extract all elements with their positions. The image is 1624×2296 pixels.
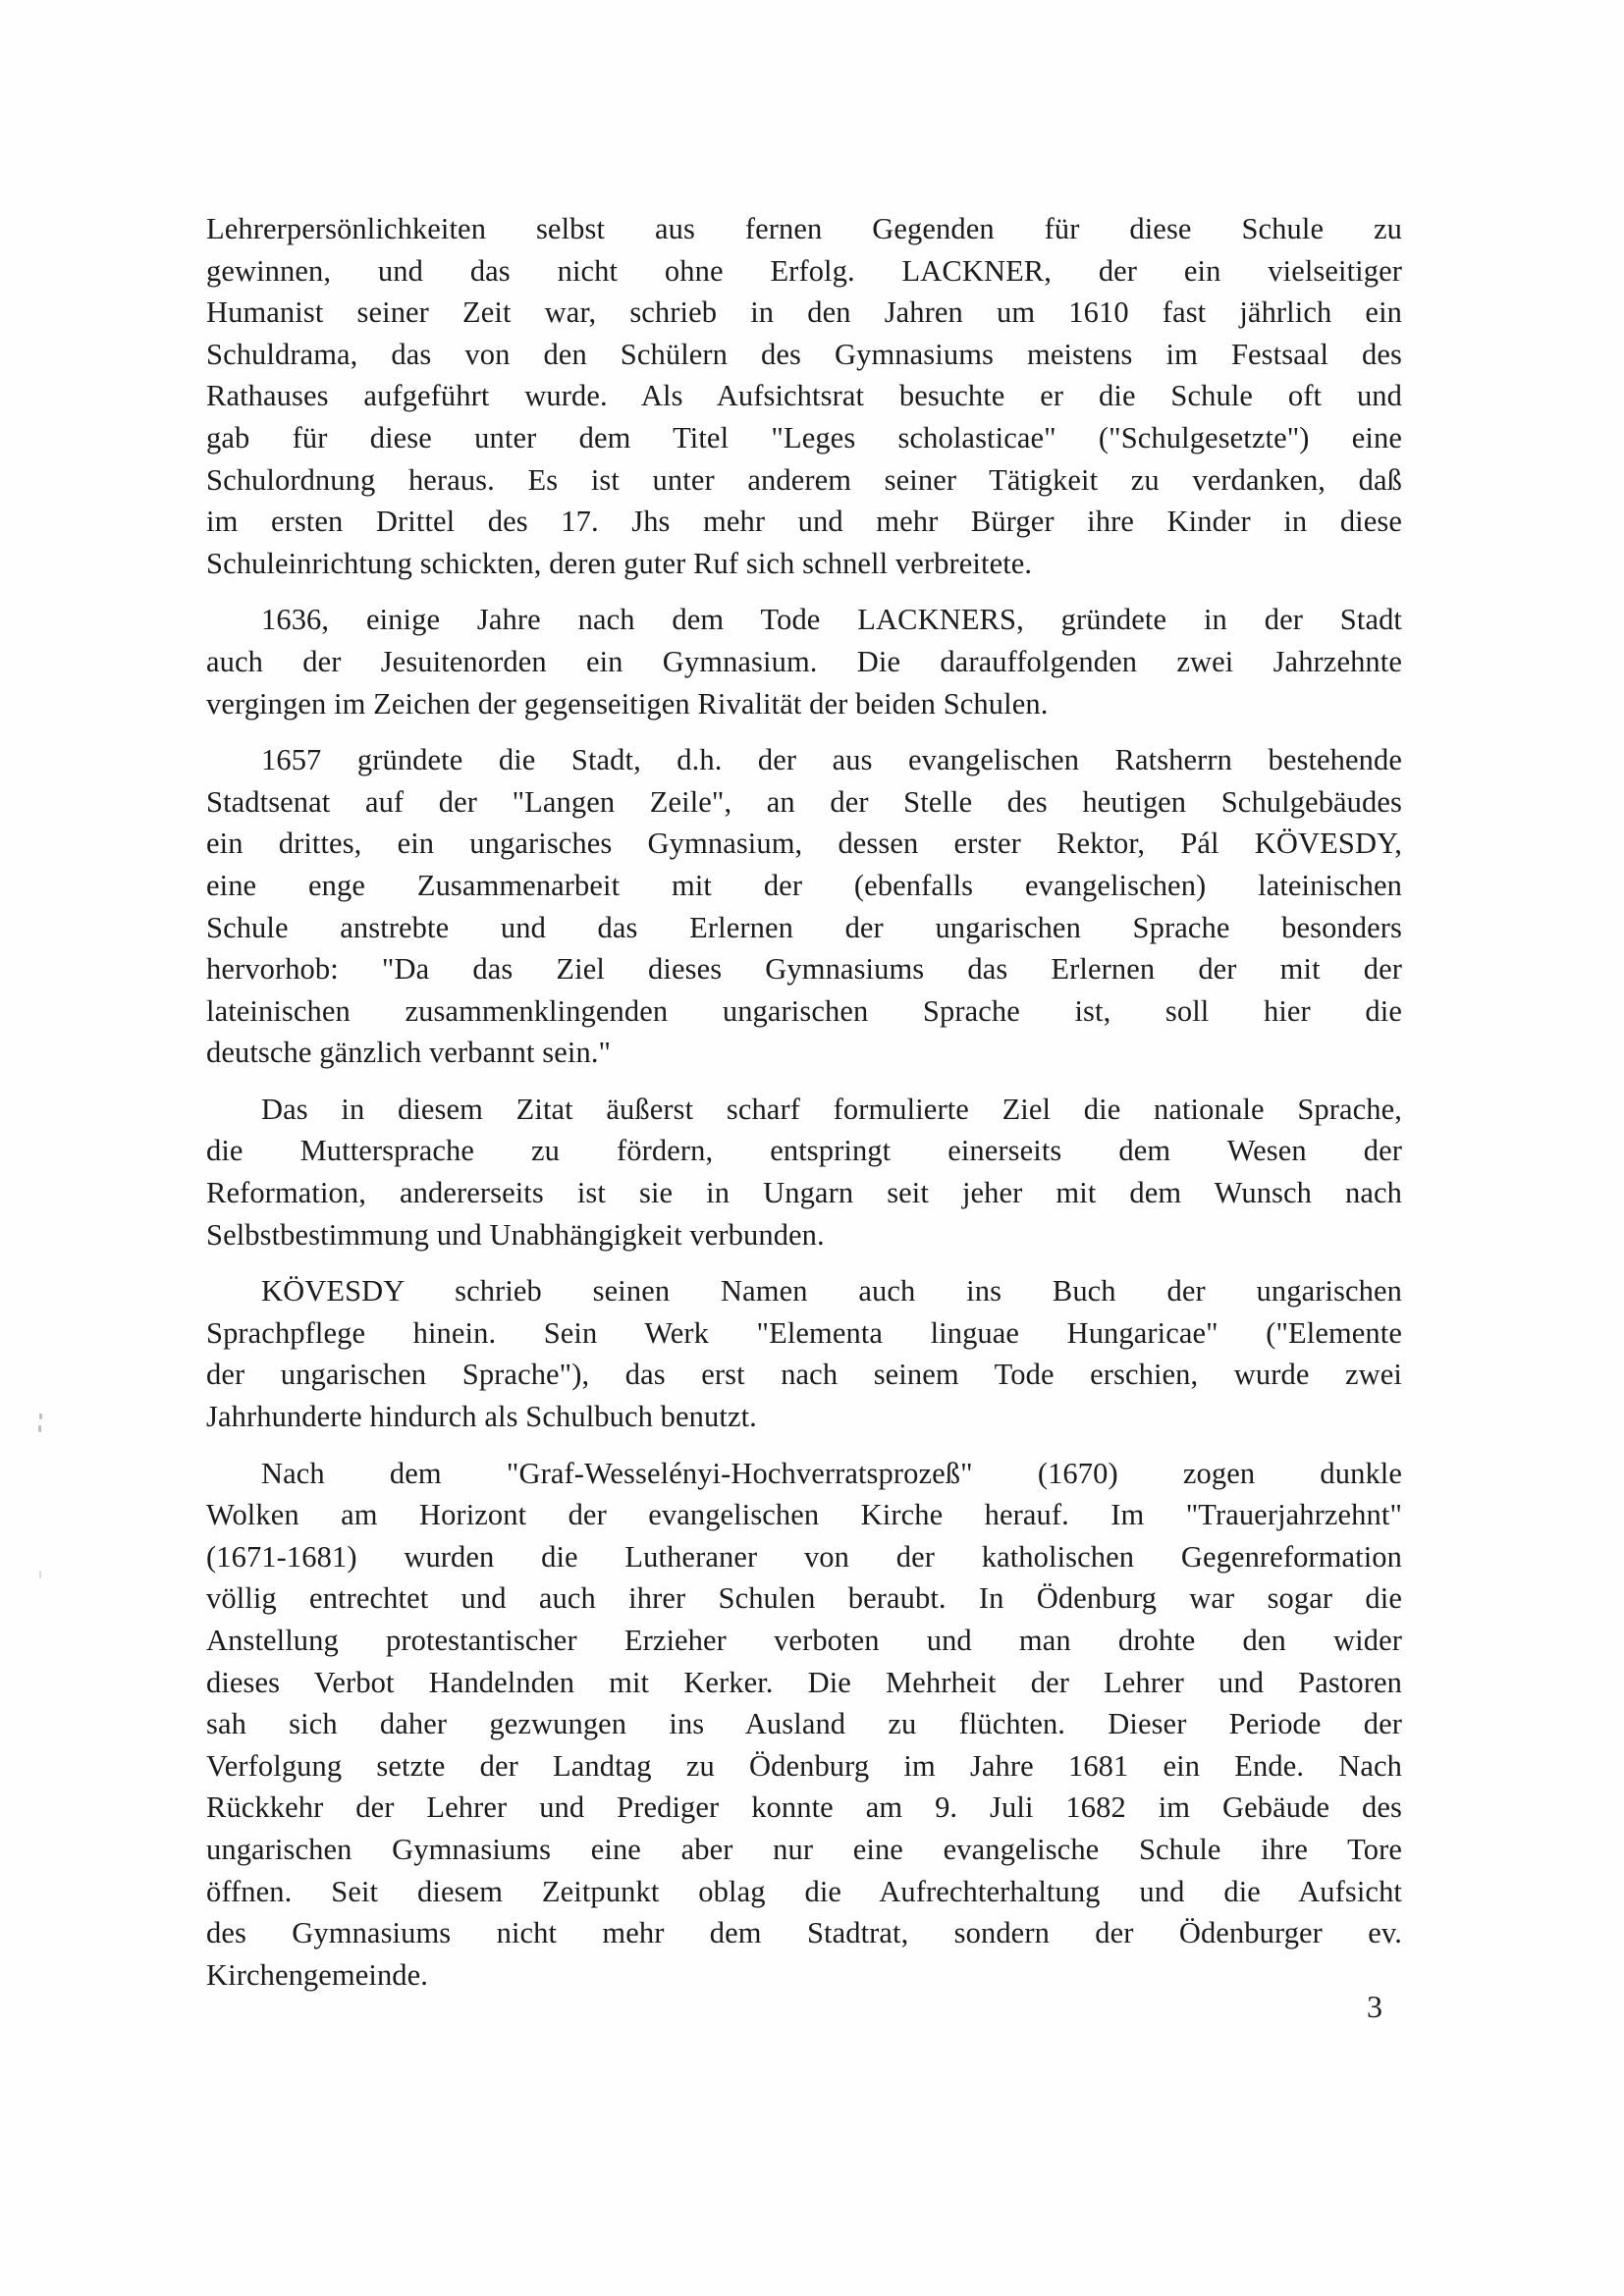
- text-line: öffnen. Seit diesem Zeitpunkt oblag die Aufrechterhaltung und die Aufsicht: [206, 1874, 1402, 1908]
- paragraph: [206, 1453, 1402, 1997]
- text-line: Schulordnung heraus. Es ist unter anderem seiner Tätigkeit zu verdanken, daß: [206, 462, 1402, 497]
- text-line: die Muttersprache zu fördern, entspringt einerseits dem Wesen der: [206, 1134, 1402, 1168]
- paragraph: [206, 739, 1402, 1074]
- text-line: Anstellung protestantischer Erzieher verboten und man drohte den wider: [206, 1624, 1402, 1657]
- paragraph: [206, 1089, 1402, 1255]
- text-line: lateinischen zusammenklingenden ungarischen Sprache ist, soll hier die: [206, 993, 1402, 1028]
- text-line: (1671-1681) wurden die Lutheraner von der katholischen Gegenreformation: [206, 1539, 1402, 1574]
- text-line: Schuleinrichtung schickten, deren guter Ruf sich schnell verbreitete.: [206, 546, 1033, 580]
- scan-artifact: [39, 1414, 42, 1419]
- text-line: Kirchengemeinde.: [206, 1957, 429, 1992]
- text-line: eine enge Zusammenarbeit mit der (ebenfalls evangelischen) lateinischen: [206, 868, 1402, 902]
- text-line: deutsche gänzlich verbannt sein.": [206, 1036, 612, 1070]
- page-number: 3: [1367, 1989, 1382, 2024]
- text-line: Lehrerpersönlichkeiten selbst aus fernen Gegenden für diese Schule zu: [206, 212, 1402, 245]
- text-line: Jahrhunderte hindurch als Schulbuch benutzt.: [206, 1400, 757, 1434]
- text-line: Rückkehr der Lehrer und Prediger konnte am 9. Juli 1682 im Gebäude des: [206, 1790, 1402, 1825]
- body-text: [206, 208, 1402, 2010]
- text-line: ungarischen Gymnasiums eine aber nur eine evangelische Schule ihre Tore: [206, 1832, 1402, 1866]
- text-line: vergingen im Zeichen der gegenseitigen Rivalität der beiden Schulen.: [206, 686, 1049, 721]
- text-line: Nach dem "Graf-Wesselényi-Hochverratsprozeß" (1670) zogen dunkle: [261, 1456, 1402, 1490]
- text-line: gewinnen, und das nicht ohne Erfolg. LACKNER, der ein vielseitiger: [206, 253, 1402, 288]
- text-line: auch der Jesuitenorden ein Gymnasium. Die darauffolgenden zwei Jahrzehnte: [206, 644, 1402, 678]
- text-line: hervorhob: "Da das Ziel dieses Gymnasiums das Erlernen der mit der: [206, 952, 1402, 987]
- text-line: Humanist seiner Zeit war, schrieb in den Jahren um 1610 fast jährlich ein: [206, 295, 1402, 330]
- text-line: dieses Verbot Handelnden mit Kerker. Die Mehrheit der Lehrer und Pastoren: [206, 1665, 1402, 1699]
- text-line: gab für diese unter dem Titel "Leges scholasticae" ("Schulgesetzte") eine: [206, 420, 1402, 454]
- text-line: des Gymnasiums nicht mehr dem Stadtrat, sondern der Ödenburger ev.: [206, 1916, 1402, 1950]
- scan-artifact: [39, 1571, 41, 1578]
- text-line: Rathauses aufgeführt wurde. Als Aufsichtsrat besuchte er die Schule oft und: [206, 379, 1402, 413]
- text-line: der ungarischen Sprache"), das erst nach seinem Tode erschien, wurde zwei: [206, 1358, 1402, 1392]
- text-line: sah sich daher gezwungen ins Ausland zu flüchten. Dieser Periode der: [206, 1707, 1402, 1741]
- text-line: 1636, einige Jahre nach dem Tode LACKNERS, gründete in der Stadt: [261, 603, 1402, 637]
- text-line: 1657 gründete die Stadt, d.h. der aus evangelischen Ratsherrn bestehende: [261, 743, 1402, 777]
- text-line: KÖVESDY schrieb seinen Namen auch ins Buch der ungarischen: [261, 1274, 1402, 1308]
- scan-artifact: [38, 1425, 41, 1432]
- text-line: ein drittes, ein ungarisches Gymnasium, dessen erster Rektor, Pál KÖVESDY,: [206, 827, 1402, 861]
- text-line: Reformation, andererseits ist sie in Ungarn seit jeher mit dem Wunsch nach: [206, 1176, 1402, 1210]
- paragraph: [206, 208, 1402, 584]
- text-line: Wolken am Horizont der evangelischen Kirche herauf. Im "Trauerjahrzehnt": [206, 1498, 1402, 1532]
- text-line: völlig entrechtet und auch ihrer Schulen beraubt. In Ödenburg war sogar die: [206, 1581, 1402, 1616]
- text-line: im ersten Drittel des 17. Jhs mehr und mehr Bürger ihre Kinder in diese: [206, 505, 1402, 539]
- paragraph: [206, 1270, 1402, 1437]
- paragraph: [206, 599, 1402, 724]
- text-line: Stadtsenat auf der "Langen Zeile", an der Stelle des heutigen Schulgebäudes: [206, 784, 1402, 819]
- text-line: Das in diesem Zitat äußerst scharf formulierte Ziel die nationale Sprache,: [261, 1092, 1402, 1126]
- text-line: Schule anstrebte und das Erlernen der ungarischen Sprache besonders: [206, 910, 1402, 944]
- text-line: Sprachpflege hinein. Sein Werk "Elementa linguae Hungaricae" ("Elemente: [206, 1315, 1402, 1350]
- text-line: Selbstbestimmung und Unabhängigkeit verbunden.: [206, 1217, 825, 1252]
- text-line: Verfolgung setzte der Landtag zu Ödenburg im Jahre 1681 ein Ende. Nach: [206, 1748, 1402, 1783]
- text-line: Schuldrama, das von den Schülern des Gymnasiums meistens im Festsaal des: [206, 337, 1402, 371]
